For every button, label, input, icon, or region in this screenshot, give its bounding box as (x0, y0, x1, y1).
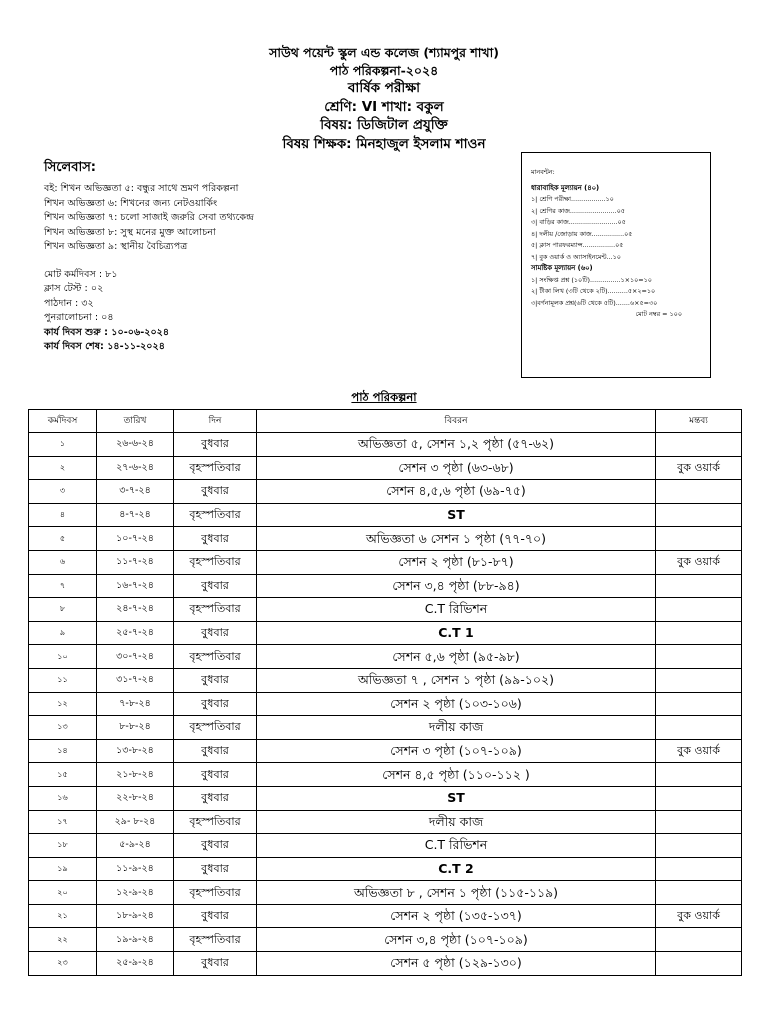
syllabus-heading: সিলেবাস: (44, 160, 97, 175)
cell-date: ২১-৮-২৪ (97, 763, 174, 787)
cell-date: ১৮-৯-২৪ (97, 904, 174, 928)
cell-description: অভিজ্ঞতা ৭ , সেশন ১ পৃষ্ঠা (৯৯-১০২) (257, 668, 656, 692)
cell-weekday: বৃহস্পতিবার (174, 550, 257, 574)
marks-item: ১| শ্রেণি পরীক্ষা.................১০ (531, 195, 614, 203)
table-row (29, 527, 742, 551)
start-date: কার্য দিবস শুরু : ১০-০৬-২০২৪ (44, 326, 170, 338)
summative-assessment-heading: সামষ্টিক মূল্যায়ন (৬০) (531, 264, 593, 272)
marks-item: ২| শ্রেণির কাজ.......................০৫ (531, 206, 625, 215)
cell-weekday: বুধবার (174, 904, 257, 928)
marks-title: মানবন্টন: (531, 168, 555, 176)
cell-weekday: বৃহস্পতিবার (174, 881, 257, 905)
cell-date: ১৯-৯-২৪ (97, 928, 174, 952)
cell-date: ৩১-৭-২৪ (97, 668, 174, 692)
table-header-row (29, 410, 742, 433)
cell-weekday: বুধবার (174, 668, 257, 692)
cell-workday: ৬ (29, 550, 97, 574)
cell-workday: ১৪ (29, 739, 97, 763)
cell-date: ২৯- ৮-২৪ (97, 810, 174, 834)
cell-description: দলীয় কাজ (257, 716, 656, 740)
cell-workday: ২২ (29, 928, 97, 952)
col-header-date: তারিখ (97, 410, 174, 433)
syllabus-line: বই: শিখন অভিজ্ঞতা ৫: বন্ধুর সাথে ভ্রমণ পরিকল্পনা (44, 183, 239, 194)
cell-workday: ১৮ (29, 834, 97, 858)
cell-description: সেশন ২ পৃষ্ঠা (১০৩-১০৬) (257, 692, 656, 716)
marks-item: ২| টীকা লিখ (৩টি থেকে ২টি)..........৫×২=১০ (531, 287, 656, 295)
marks-item: ১| সংক্ষিপ্ত প্রশ্ন (১০টি)...............১×১০=১০ (531, 275, 652, 284)
cell-remark: বুক ওয়ার্ক (656, 550, 742, 574)
syllabus-line: শিখন অভিজ্ঞতা ৬: শিখনের জন্য নেটওয়ার্কিং (44, 197, 218, 209)
cell-workday: ৫ (29, 527, 97, 551)
cell-weekday: বুধবার (174, 763, 257, 787)
subject-teacher: বিষয় শিক্ষক: মিনহাজুল ইসলাম শাওন (282, 135, 486, 152)
cell-weekday: বৃহস্পতিবার (174, 645, 257, 669)
table-row (29, 857, 742, 881)
cell-description: সেশন ৩ পৃষ্ঠা (১০৭-১০৯) (257, 739, 656, 763)
cell-weekday: বুধবার (174, 857, 257, 881)
cell-remark (656, 881, 742, 905)
syllabus-line: শিখন অভিজ্ঞতা ৯: স্থানীয় বৈচিত্র্যপত্র (44, 241, 188, 253)
cell-remark (656, 527, 742, 551)
cell-weekday: বৃহস্পতিবার (174, 503, 257, 527)
cell-date: ২৫-৯-২৪ (97, 952, 174, 976)
lesson-plan-title: পাঠ পরিকল্পনা (351, 390, 417, 404)
continuous-assessment-heading: ধারাবাহিক মূল্যায়ন (৪০) (531, 183, 600, 192)
cell-description: সেশন ৫,৬ পৃষ্ঠা (৯৫-৯৮) (257, 645, 656, 669)
cell-weekday: বুধবার (174, 527, 257, 551)
table-row (29, 786, 742, 810)
cell-description: ST (257, 786, 656, 810)
cell-remark (656, 598, 742, 622)
cell-remark: বুক ওয়ার্ক (656, 904, 742, 928)
cell-workday: ২১ (29, 904, 97, 928)
syllabus-section (44, 158, 504, 255)
cell-weekday: বৃহস্পতিবার (174, 598, 257, 622)
cell-workday: ২০ (29, 881, 97, 905)
cell-workday: ১৫ (29, 763, 97, 787)
col-header-remark: মন্তব্য (656, 410, 742, 433)
cell-description: দলীয় কাজ (257, 810, 656, 834)
marks-distribution-box (521, 152, 711, 378)
cell-date: ১২-৯-২৪ (97, 881, 174, 905)
cell-weekday: বুধবার (174, 952, 257, 976)
cell-remark: বুক ওয়ার্ক (656, 456, 742, 480)
cell-workday: ১৬ (29, 786, 97, 810)
cell-remark: বুক ওয়ার্ক (656, 739, 742, 763)
class-test-count: ক্লাস টেস্ট : ০২ (44, 283, 104, 295)
table-row (29, 716, 742, 740)
cell-description: C.T 2 (257, 857, 656, 881)
cell-date: ১০-৭-২৪ (97, 527, 174, 551)
cell-workday: ১৩ (29, 716, 97, 740)
cell-remark (656, 786, 742, 810)
cell-weekday: বৃহস্পতিবার (174, 716, 257, 740)
table-row (29, 739, 742, 763)
marks-total: মোট নম্বর = ১০০ (635, 310, 682, 318)
cell-workday: ১১ (29, 668, 97, 692)
cell-workday: ৭ (29, 574, 97, 598)
syllabus-line: শিখন অভিজ্ঞতা ৮: সুস্থ মনের মুক্ত আলোচনা (44, 226, 216, 238)
cell-workday: ১২ (29, 692, 97, 716)
cell-weekday: বৃহস্পতিবার (174, 456, 257, 480)
cell-workday: ৮ (29, 598, 97, 622)
cell-weekday: বুধবার (174, 480, 257, 504)
subject: বিষয়: ডিজিটাল প্রযুক্তি (320, 117, 448, 133)
cell-weekday: বুধবার (174, 574, 257, 598)
cell-date: ২৫-৭-২৪ (97, 621, 174, 645)
cell-remark (656, 574, 742, 598)
cell-remark (656, 928, 742, 952)
cell-description: অভিজ্ঞতা ৮ , সেশন ১ পৃষ্ঠা (১১৫-১১৯) (257, 881, 656, 905)
cell-remark (656, 645, 742, 669)
school-name: সাউথ পয়েন্ট স্কুল এন্ড কলেজ (শ্যামপুর শাখা) (269, 45, 499, 60)
cell-remark (656, 503, 742, 527)
cell-workday: ৪ (29, 503, 97, 527)
cell-remark (656, 668, 742, 692)
marks-item: ৪| দলীয় /জোড়ায় কাজ................০৫ (531, 229, 633, 238)
cell-description: সেশন ৩ পৃষ্ঠা (৬৩-৬৮) (257, 456, 656, 480)
table-row (29, 550, 742, 574)
schedule-facts (44, 268, 344, 354)
lesson-plan-table (28, 409, 742, 976)
table-row (29, 574, 742, 598)
table-row (29, 810, 742, 834)
cell-weekday: বৃহস্পতিবার (174, 928, 257, 952)
cell-workday: ১ (29, 433, 97, 457)
table-row (29, 834, 742, 858)
table-row (29, 480, 742, 504)
cell-remark (656, 952, 742, 976)
marks-item: ৩| বাড়ির কাজ........................০৫ (531, 218, 626, 226)
cell-weekday: বৃহস্পতিবার (174, 810, 257, 834)
cell-weekday: বুধবার (174, 834, 257, 858)
cell-remark (656, 621, 742, 645)
cell-description: সেশন ৪,৫ পৃষ্ঠা (১১০-১১২ ) (257, 763, 656, 787)
cell-description: সেশন ৩,৪ পৃষ্ঠা (১০৭-১০৯) (257, 928, 656, 952)
cell-date: ৫-৯-২৪ (97, 834, 174, 858)
cell-description: C.T রিভিশন (257, 834, 656, 858)
cell-date: ৩০-৭-২৪ (97, 645, 174, 669)
table-row (29, 456, 742, 480)
cell-workday: ১৯ (29, 857, 97, 881)
cell-weekday: বুধবার (174, 692, 257, 716)
end-date: কার্য দিবস শেষ: ১৪-১১-২০২৪ (44, 341, 166, 353)
lesson-count: পাঠদান : ৩২ (44, 297, 94, 309)
cell-remark (656, 763, 742, 787)
document-header (0, 44, 768, 153)
total-working-days: মোট কর্মদিবস : ৮১ (44, 269, 118, 280)
cell-date: ৩-৭-২৪ (97, 480, 174, 504)
cell-date: ২২-৮-২৪ (97, 786, 174, 810)
table-row (29, 952, 742, 976)
table-row (29, 645, 742, 669)
cell-description: অভিজ্ঞতা ৫, সেশন ১,২ পৃষ্ঠা (৫৭-৬২) (257, 433, 656, 457)
marks-item: ৫| ক্লাস পারফরম্যান্স................০৫ (531, 241, 624, 249)
table-body (29, 433, 742, 976)
marks-item: ৩|বর্ণনামূলক প্রশ্ন(৬টি থেকে ৫টি).......৬×৫=৩০ (531, 298, 658, 307)
table-row (29, 763, 742, 787)
cell-date: ২৪-৭-২৪ (97, 598, 174, 622)
cell-workday: ১৭ (29, 810, 97, 834)
revision-count: পুনরালোচনা : ০৪ (44, 312, 114, 324)
cell-description: সেশন ২ পৃষ্ঠা (৮১-৮৭) (257, 550, 656, 574)
cell-weekday: বুধবার (174, 621, 257, 645)
table-row (29, 904, 742, 928)
col-header-day: দিন (174, 410, 257, 433)
cell-remark (656, 480, 742, 504)
cell-weekday: বুধবার (174, 786, 257, 810)
exam-name: বার্ষিক পরীক্ষা (347, 80, 421, 96)
cell-description: ST (257, 503, 656, 527)
cell-date: ৭-৮-২৪ (97, 692, 174, 716)
marks-item: ৭| বুক ওয়ার্ক ও অ্যাসাইনমেন্ট...১০ (531, 252, 621, 261)
cell-workday: ২৩ (29, 952, 97, 976)
cell-remark (656, 834, 742, 858)
table-row (29, 621, 742, 645)
cell-description: সেশন ৫ পৃষ্ঠা (১২৯-১৩০) (257, 952, 656, 976)
table-row (29, 503, 742, 527)
plan-year: পাঠ পরিকল্পনা-২০২৪ (329, 62, 439, 78)
cell-workday: ২ (29, 456, 97, 480)
cell-description: অভিজ্ঞতা ৬ সেশন ১ পৃষ্ঠা (৭৭-৭০) (257, 527, 656, 551)
table-row (29, 598, 742, 622)
class-section: শ্রেণি: VI শাখা: বকুল (324, 98, 444, 115)
cell-weekday: বুধবার (174, 433, 257, 457)
table-row (29, 881, 742, 905)
cell-remark (656, 433, 742, 457)
table-row (29, 928, 742, 952)
col-header-workday: কর্মদিবস (29, 410, 97, 433)
cell-date: ১১-৯-২৪ (97, 857, 174, 881)
cell-workday: ৩ (29, 480, 97, 504)
cell-description: C.T রিভিশন (257, 598, 656, 622)
cell-remark (656, 716, 742, 740)
cell-date: ২৭-৬-২৪ (97, 456, 174, 480)
cell-date: ১৬-৭-২৪ (97, 574, 174, 598)
cell-description: C.T 1 (257, 621, 656, 645)
cell-remark (656, 857, 742, 881)
table-row (29, 668, 742, 692)
cell-date: ১৩-৮-২৪ (97, 739, 174, 763)
cell-date: ৪-৭-২৪ (97, 503, 174, 527)
cell-remark (656, 810, 742, 834)
cell-description: সেশন ৪,৫,৬ পৃষ্ঠা (৬৯-৭৫) (257, 480, 656, 504)
cell-description: সেশন ৩,৪ পৃষ্ঠা (৮৮-৯৪) (257, 574, 656, 598)
cell-workday: ৯ (29, 621, 97, 645)
cell-remark (656, 692, 742, 716)
syllabus-line: শিখন অভিজ্ঞতা ৭: চলো সাজাই জরুরি সেবা তথ্যকেন্দ্র (44, 212, 254, 224)
cell-workday: ১০ (29, 645, 97, 669)
cell-description: সেশন ২ পৃষ্ঠা (১৩৫-১৩৭) (257, 904, 656, 928)
cell-weekday: বুধবার (174, 739, 257, 763)
cell-date: ১১-৭-২৪ (97, 550, 174, 574)
table-row (29, 433, 742, 457)
cell-date: ২৬-৬-২৪ (97, 433, 174, 457)
table-row (29, 692, 742, 716)
cell-date: ৮-৮-২৪ (97, 716, 174, 740)
col-header-description: বিবরন (257, 410, 656, 433)
